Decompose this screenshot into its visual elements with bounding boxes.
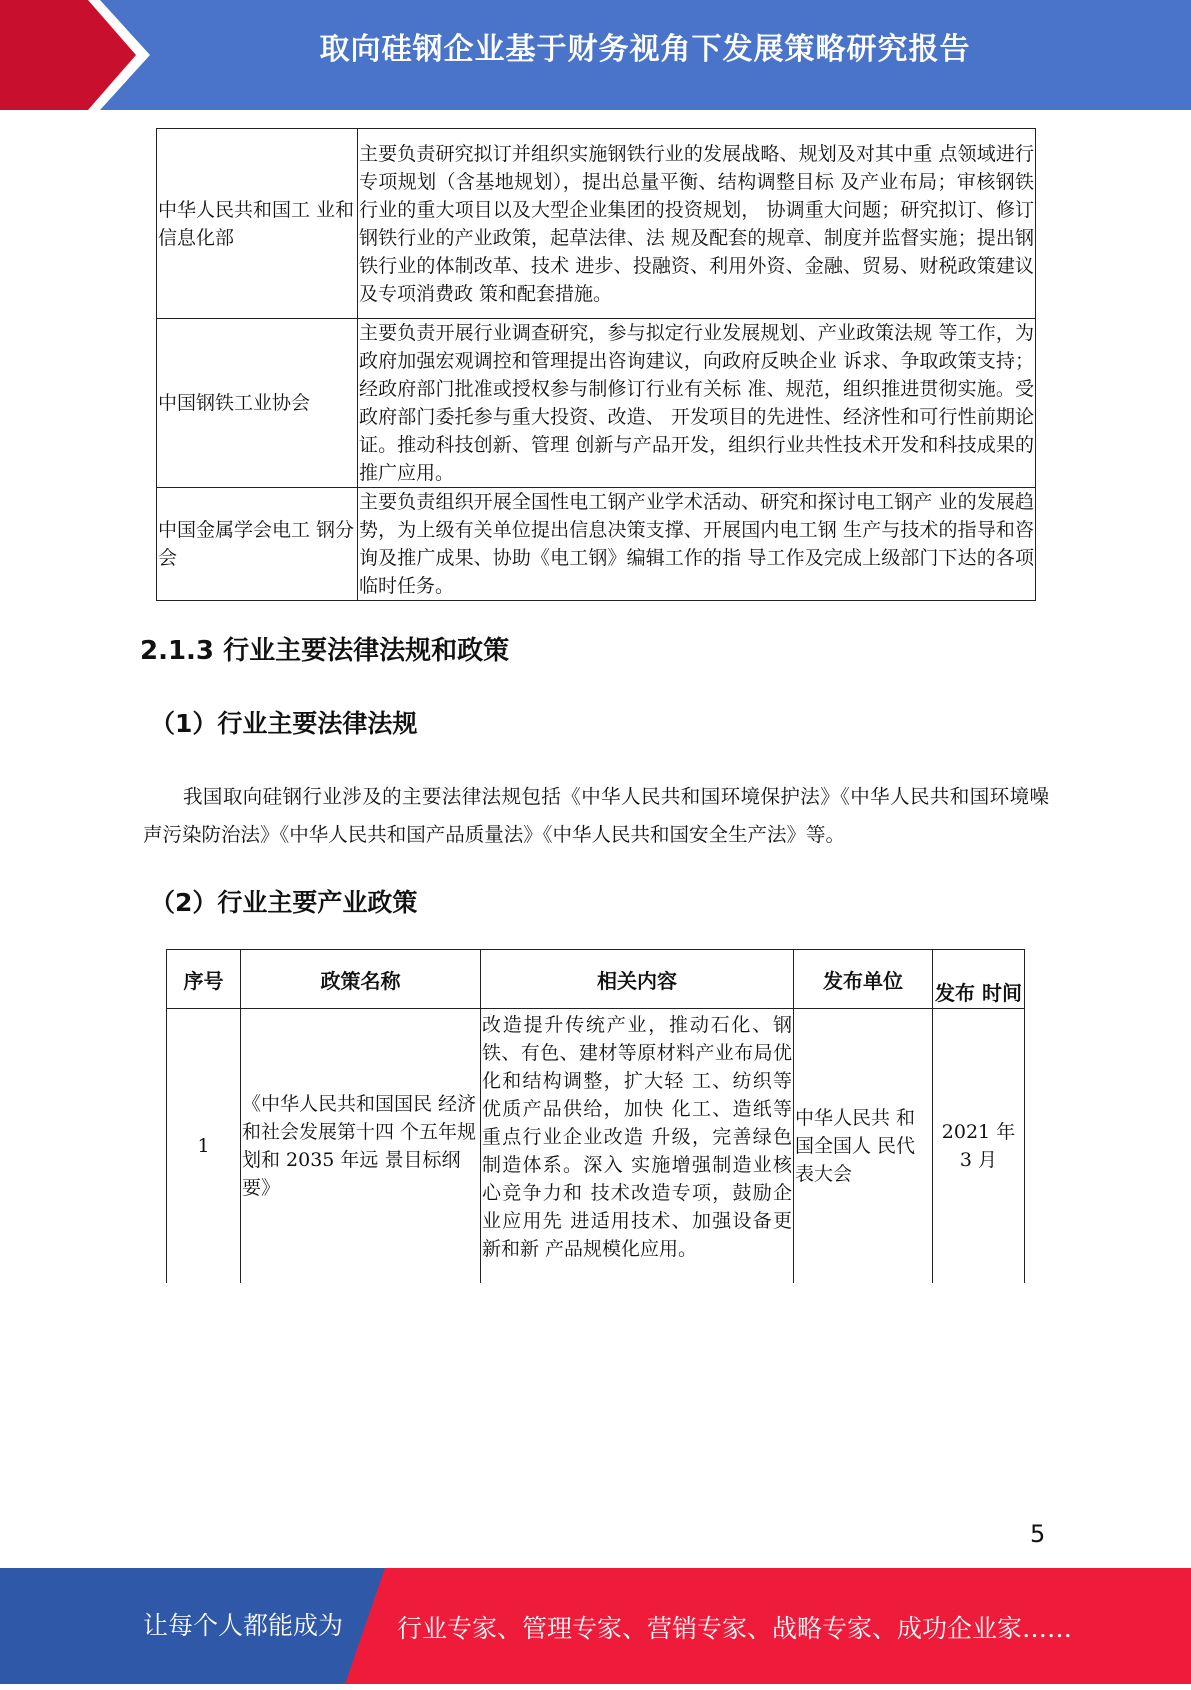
agency-name: 中国钢铁工业协会 xyxy=(157,319,358,488)
agency-duty: 主要负责开展行业调查研究，参与拟定行业发展规划、产业政策法规 等工作，为政府加强宏观调控和管理提出咨询建议，向政府反映企业 诉求、争取政策支持；经政府部门批准或授权参与制修订行业有关标 准、规范，组织推进贯彻实施。受政府部门委托参与重大投资、改造、 开发项目的先进性、经济性和可行性前期论证。推动科技创新、管理 创新与产品开发，组织行业共性技术开发和科技成果的推广应用。 xyxy=(358,319,1036,488)
policy-date xyxy=(933,1009,1025,1283)
section-heading: 2.1.3 行业主要法律法规和政策 xyxy=(140,636,510,666)
header-chevron-graphic xyxy=(0,0,150,110)
policy-date-month: 3 月 xyxy=(959,1148,998,1171)
footer-slogan-left: 让每个人都能成为 xyxy=(143,1611,344,1640)
policy-date-year: 2021 年 xyxy=(941,1120,1016,1143)
table-row xyxy=(167,1009,1025,1283)
subsection-heading-policies: （2）行业主要产业政策 xyxy=(150,888,418,917)
laws-paragraph: 我国取向硅钢行业涉及的主要法律法规包括《中华人民共和国环境保护法》《中华人民共和国环境噪声污染防治法》《中华人民共和国产品质量法》《中华人民共和国安全生产法》等。 xyxy=(143,785,1049,846)
table-row xyxy=(157,488,1036,601)
policy-no: 1 xyxy=(167,1009,241,1283)
agency-name: 中华人民共和国工 业和信息化部 xyxy=(157,129,358,319)
header-date: 发布 时间 xyxy=(933,950,1025,1009)
page-footer xyxy=(0,1568,1191,1684)
subsection-heading-laws: （1）行业主要法律法规 xyxy=(150,709,418,738)
page-header xyxy=(0,0,1191,110)
header-policy-name: 政策名称 xyxy=(241,950,481,1009)
policy-name: 《中华人民共和国国民 经济和社会发展第十四 个五年规划和 2035 年远 景目标纲要》 xyxy=(241,1009,481,1283)
agency-name: 中国金属学会电工 钢分会 xyxy=(157,488,358,601)
agency-duty: 主要负责组织开展全国性电工钢产业学术活动、研究和探讨电工钢产 业的发展趋势，为上级有关单位提出信息决策支撑、开展国内电工钢 生产与技术的指导和咨询及推广成果、协助《电工钢》编辑工作的指 导工作及完成上级部门下达的各项临时任务。 xyxy=(358,488,1036,601)
footer-slogan-right: 行业专家、管理专家、营销专家、战略专家、成功企业家…… xyxy=(397,1614,1073,1643)
header-publisher: 发布单位 xyxy=(794,950,933,1009)
policy-table xyxy=(166,949,1025,1283)
table-row xyxy=(157,129,1036,319)
table-header-row xyxy=(167,950,1025,1009)
agency-duty: 主要负责研究拟订并组织实施钢铁行业的发展战略、规划及对其中重 点领域进行专项规划（含基地规划），提出总量平衡、结构调整目标 及产业布局；审核钢铁行业的重大项目以及大型企业集团的投资规划， 协调重大问题；研究拟订、修订钢铁行业的产业政策，起草法律、法 规及配套的规章、制度并监督实施；提出钢铁行业的体制改革、技术 进步、投融资、利用外资、金融、贸易、财税政策建议及专项消费政 策和配套措施。 xyxy=(358,129,1036,319)
header-content: 相关内容 xyxy=(481,950,794,1009)
table-row xyxy=(157,319,1036,488)
policy-publisher: 中华人民共 和国全国人 民代表大会 xyxy=(794,1009,933,1283)
policy-content: 改造提升传统产业，推动石化、钢铁、有色、建材等原材料产业布局优化和结构调整，扩大轻 工、纺织等优质产品供给，加快 化工、造纸等重点行业企业改造 升级，完善绿色制造体系。深入 实施增强制造业核心竞争力和 技术改造专项，鼓励企业应用先 进适用技术、加强设备更新和新 产品规模化应用。 xyxy=(481,1009,794,1283)
report-title: 取向硅钢企业基于财务视角下发展策略研究报告 xyxy=(319,32,971,67)
header-no: 序号 xyxy=(167,950,241,1009)
agency-table xyxy=(156,128,1036,601)
page-number: 5 xyxy=(1030,1520,1046,1548)
